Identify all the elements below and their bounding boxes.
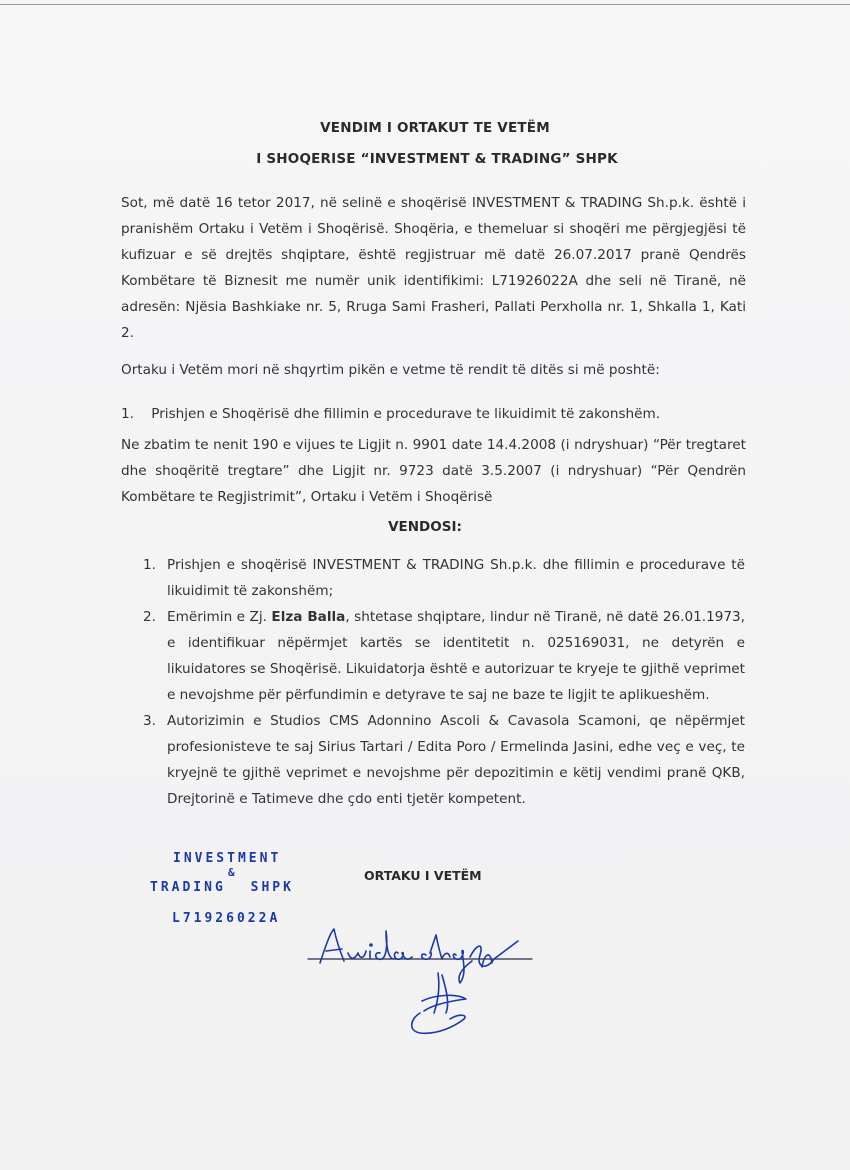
document-subtitle: I SHOQERISE “INVESTMENT & TRADING” SHPK — [256, 151, 618, 167]
signer-title: ORTAKU I VETËM — [364, 868, 482, 883]
decides-heading: VENDOSI: — [388, 519, 462, 535]
agenda-paragraph: Ortaku i Vetëm mori në shqyrtim pikën e vetme të rendit të ditës si më poshtë: — [121, 362, 660, 378]
decision-item — [143, 708, 745, 812]
company-stamp-line3: L71926022A — [172, 911, 281, 926]
liquidator-name: Elza Balla — [271, 609, 346, 625]
handwritten-signature — [300, 915, 540, 1045]
agenda-item: 1. Prishjen e Shoqërisë dhe fillimin e procedurave te likuidimit të zakonshëm. — [121, 406, 661, 422]
decision-number: 2. — [143, 609, 156, 625]
document-title: VENDIM I ORTAKUT TE VETËM — [320, 120, 550, 136]
company-stamp-line1: INVESTMENT — [173, 851, 282, 866]
decision-item — [143, 552, 745, 604]
decision-text-pre: Emërimin e Zj. — [167, 609, 272, 625]
decision-number: 1. — [143, 557, 156, 573]
decision-text-post: , shtetase shqiptare, lindur në Tiranë, në datë 26.01.1973, e identifikuar nëpërmjet kartës se identitetit n. 025169031, ne detyrën e likuidatores se Shoqërisë. Likuidatorja është e autorizuar te kryeje te gjithë veprimet e nevojshme për përfundimin e detyrave te saj ne baze te ligjit te aplikueshëm. — [167, 609, 745, 703]
page-edge-line — [0, 4, 850, 5]
decision-text: Autorizimin e Studios CMS Adonnino Ascoli & Cavasola Scamoni, qe nëpërmjet profesionisteve te saj Sirius Tartari / Edita Poro / Ermelinda Jasini, edhe veç e veç, te kryejnë te gjithë veprimet e nevojshme për depozitimin e këtij vendimi pranë QKB, Drejtorinë e Tatimeve dhe çdo enti tjetër kompetent. — [167, 713, 745, 807]
company-stamp-line2: TRADING SHPK — [150, 880, 294, 895]
decision-number: 3. — [143, 713, 156, 729]
legal-basis-paragraph: Ne zbatim te nenit 190 e vijues te Ligjit n. 9901 date 14.4.2008 (i ndryshuar) “Për tregtaret dhe shoqëritë tregtare” dhe Ligjit nr. 9723 datë 3.5.2007 (i ndryshuar) “Për Qendrën Kombëtare te Regjistrimit”, Ortaku i Vetëm i Shoqërisë — [121, 437, 746, 505]
decisions-list — [143, 552, 745, 812]
company-stamp-ampersand: & — [228, 866, 238, 879]
decision-item — [143, 604, 745, 708]
decision-text: Prishjen e shoqërisë INVESTMENT & TRADING Sh.p.k. dhe fillimin e procedurave të likuidimit të zakonshëm; — [167, 557, 745, 599]
intro-paragraph: Sot, më datë 16 tetor 2017, në selinë e shoqërisë INVESTMENT & TRADING Sh.p.k. është i pranishëm Ortaku i Vetëm i Shoqërisë. Shoqëria, e themeluar si shoqëri me përgjegjësi të kufizuar e së drejtës shqiptare, është regjistruar më datë 26.07.2017 pranë Qendrës Kombëtare të Biznesit me numër unik identifikimi: L71926022A dhe seli në Tiranë, në adresën: Njësia Bashkiake nr. 5, Rruga Sami Frasheri, Pallati Perxholla nr. 1, Shkalla 1, Kati 2. — [121, 195, 746, 341]
